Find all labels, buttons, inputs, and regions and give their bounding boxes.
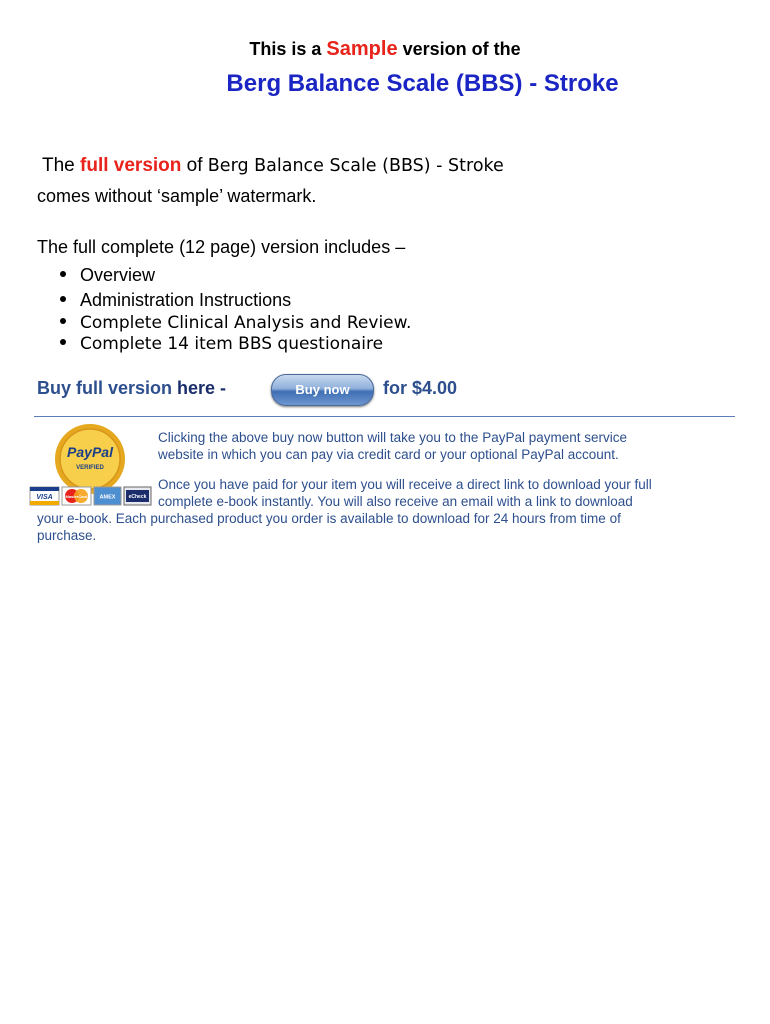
bullet-icon (60, 271, 66, 277)
paypal-info-paragraph: Clicking the above buy now button will take you to the PayPal payment service website in which you can pay via credit card or your optional PayPal account. (158, 430, 628, 462)
amex-card-icon (94, 487, 121, 505)
download-info-line-3: your e-book. Each purchased product you order is available to download for 24 hours from time of (37, 511, 621, 526)
bullet-icon (60, 339, 66, 345)
price-text: for $4.00 (383, 378, 458, 398)
sample-word: Sample (326, 38, 398, 60)
download-info-line-2: complete e-book instantly. You will also receive an email with a link to download (158, 494, 633, 509)
header-suffix: version of the (397, 39, 521, 59)
svg-text:AMEX: AMEX (99, 494, 116, 501)
header-prefix: This is a (249, 39, 327, 59)
intro-the: The (42, 155, 81, 176)
download-info-line-1: Once you have paid for your item you will receive a direct link to download your full (158, 477, 652, 492)
list-item: Overview (60, 265, 155, 286)
buy-now-button[interactable]: Buy now (271, 374, 374, 406)
paypal-verified-seal (54, 423, 126, 495)
mastercard-card-icon (62, 487, 91, 505)
intro-line (42, 155, 504, 177)
list-item: Complete Clinical Analysis and Review. (60, 313, 411, 333)
verified-text: VERIFIED (76, 465, 104, 471)
includes-heading: The full complete (12 page) version includes – (37, 237, 406, 257)
svg-text:MasterCard: MasterCard (65, 494, 88, 499)
list-item: Complete 14 item BBS questionaire (60, 334, 383, 354)
svg-text:eCheck: eCheck (128, 494, 147, 500)
svg-text:VISA: VISA (36, 494, 53, 501)
download-info-line-4: purchase. (37, 528, 97, 543)
intro-watermark-line: comes without ‘sample’ watermark. (37, 186, 317, 206)
buy-label: Buy full version (37, 378, 178, 398)
buy-here: here - (177, 378, 227, 398)
divider (34, 416, 735, 417)
payment-cards (29, 486, 153, 506)
full-version-text: full version (80, 155, 182, 176)
intro-scale-name: Berg Balance Scale (BBS) - Stroke (207, 156, 504, 176)
paypal-logo-text: PayPal (67, 444, 113, 460)
buy-line (37, 378, 226, 399)
list-item: Administration Instructions (60, 290, 291, 311)
bullet-icon (60, 296, 66, 302)
intro-of: of (181, 155, 208, 176)
echeck-card-icon (124, 487, 151, 505)
bullet-icon (60, 318, 66, 324)
document-title: Berg Balance Scale (BBS) - Stroke (226, 70, 619, 97)
visa-card-icon (30, 487, 59, 505)
header-line (0, 38, 770, 61)
